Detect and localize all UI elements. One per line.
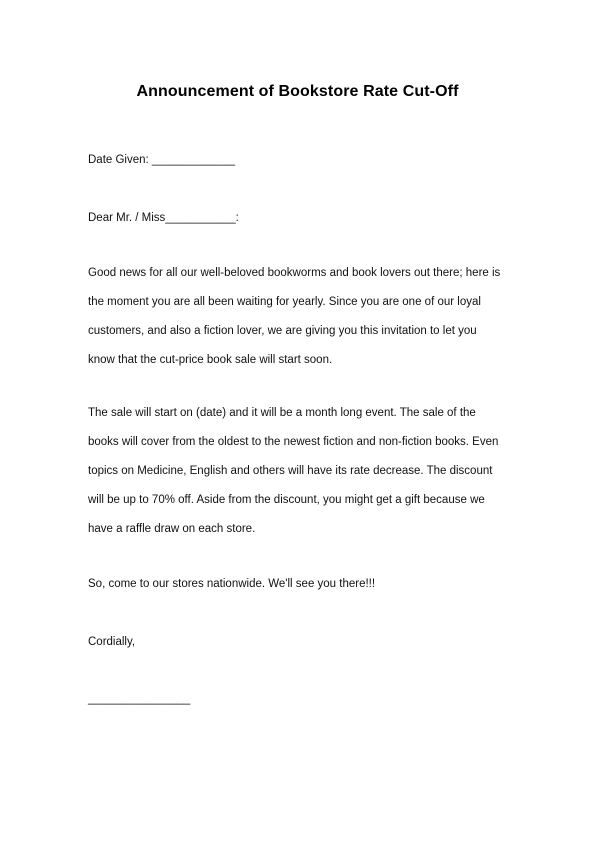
paragraph-sale-details bbox=[88, 406, 528, 551]
paragraph-line: customers, and also a fiction lover, we are giving you this invitation to let you bbox=[88, 325, 477, 337]
document-title: Announcement of Bookstore Rate Cut-Off bbox=[136, 83, 459, 100]
paragraph-line: will be up to 70% off. Aside from the discount, you might get a gift because we bbox=[88, 494, 485, 506]
signature-line: ________________ bbox=[88, 693, 191, 705]
salutation: Dear Mr. / Miss___________: bbox=[88, 212, 239, 224]
paragraph-line: have a raffle draw on each store. bbox=[88, 523, 256, 535]
paragraph-line: The sale will start on (date) and it will be a month long event. The sale of the bbox=[88, 407, 476, 419]
date-given-line: Date Given: _____________ bbox=[88, 154, 236, 166]
paragraph-invitation: So, come to our stores nationwide. We'll see you there!!! bbox=[88, 578, 376, 590]
closing: Cordially, bbox=[88, 636, 136, 648]
paragraph-line: books will cover from the oldest to the newest fiction and non-fiction books. Even bbox=[88, 436, 499, 448]
paragraph-line: Good news for all our well-beloved bookworms and book lovers out there; here is bbox=[88, 267, 501, 279]
paragraph-line: topics on Medicine, English and others will have its rate decrease. The discount bbox=[88, 465, 493, 477]
paragraph-announcement bbox=[88, 266, 528, 382]
paragraph-line: know that the cut-price book sale will start soon. bbox=[88, 354, 333, 366]
paragraph-line: the moment you are all been waiting for yearly. Since you are one of our loyal bbox=[88, 296, 481, 308]
